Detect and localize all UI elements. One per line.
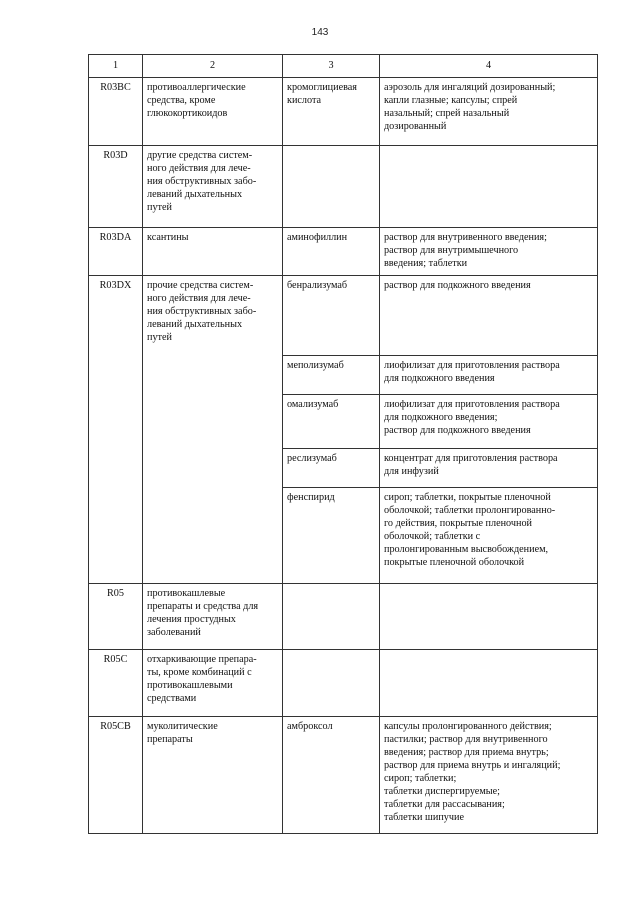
table-row	[89, 78, 598, 146]
table-row	[89, 146, 598, 228]
dosage-forms	[380, 650, 598, 717]
atc-code: R05CB	[89, 717, 143, 834]
table-row	[89, 717, 598, 834]
drug-name: омализумаб	[283, 395, 380, 449]
atc-code: R03BC	[89, 78, 143, 146]
column-header: 1	[89, 55, 143, 78]
table-row	[89, 228, 598, 276]
dosage-forms	[380, 584, 598, 650]
atc-code: R03DA	[89, 228, 143, 276]
atc-code: R05	[89, 584, 143, 650]
drug-name: амброксол	[283, 717, 380, 834]
drug-name: реслизумаб	[283, 449, 380, 488]
group-name: ксантины	[143, 228, 283, 276]
table-row	[89, 276, 598, 356]
dosage-forms: аэрозоль для ингаляций дозированный; капли глазные; капсулы; спрей назальный; спрей назальный дозированный	[380, 78, 598, 146]
drug-name: кромоглициевая кислота	[283, 78, 380, 146]
atc-code: R03D	[89, 146, 143, 228]
dosage-forms: раствор для подкожного введения	[380, 276, 598, 356]
dosage-forms: концентрат для приготовления раствора для инфузий	[380, 449, 598, 488]
drug-name: бенрализумаб	[283, 276, 380, 356]
table-row	[89, 584, 598, 650]
drug-name	[283, 584, 380, 650]
dosage-forms: капсулы пролонгированного действия; пастилки; раствор для внутривенного введения; раствор для приема внутрь; раствор для приема внутрь и ингаляций; сироп; таблетки; таблетки диспергируемые; таблетки для рассасывания; таблетки шипучие	[380, 717, 598, 834]
dosage-forms: лиофилизат для приготовления раствора для подкожного введения	[380, 356, 598, 395]
drug-name: аминофиллин	[283, 228, 380, 276]
group-name: муколитические препараты	[143, 717, 283, 834]
table-row	[89, 650, 598, 717]
table-header-row	[89, 55, 598, 78]
drug-table	[88, 54, 598, 834]
dosage-forms: лиофилизат для приготовления раствора для подкожного введения; раствор для подкожного введения	[380, 395, 598, 449]
group-name: противоаллергические средства, кроме глюкокортикоидов	[143, 78, 283, 146]
group-name: другие средства систем- ного действия для лече- ния обструктивных забо- леваний дыхательных путей	[143, 146, 283, 228]
group-name: противокашлевые препараты и средства для лечения простудных заболеваний	[143, 584, 283, 650]
dosage-forms	[380, 146, 598, 228]
column-header: 2	[143, 55, 283, 78]
dosage-forms: раствор для внутривенного введения; раствор для внутримышечного введения; таблетки	[380, 228, 598, 276]
dosage-forms: сироп; таблетки, покрытые пленочной оболочкой; таблетки пролонгированно- го действия, покрытые пленочной оболочкой; таблетки с пролонгированным высвобождением, покрытые пленочной оболочкой	[380, 488, 598, 584]
column-header: 3	[283, 55, 380, 78]
atc-code: R03DX	[89, 276, 143, 584]
page-number: 143	[311, 27, 329, 38]
group-name: прочие средства систем- ного действия для лече- ния обструктивных забо- леваний дыхательных путей	[143, 276, 283, 584]
column-header: 4	[380, 55, 598, 78]
drug-name: меполизумаб	[283, 356, 380, 395]
group-name: отхаркивающие препара- ты, кроме комбинаций с противокашлевыми средствами	[143, 650, 283, 717]
drug-name	[283, 146, 380, 228]
atc-code: R05C	[89, 650, 143, 717]
drug-name: фенспирид	[283, 488, 380, 584]
drug-name	[283, 650, 380, 717]
